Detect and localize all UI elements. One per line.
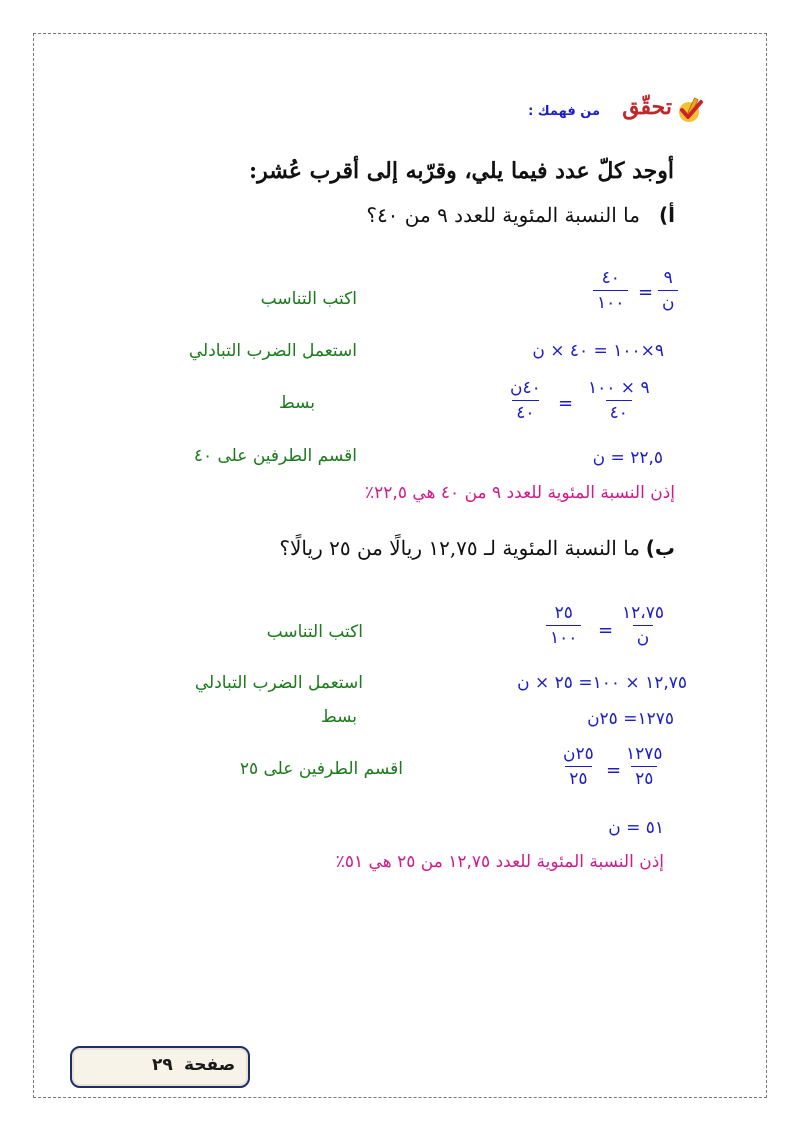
part-b-step4-right-fraction: [559, 744, 598, 789]
part-b-step3-expr: ١٢٧٥= ٢٥ن: [587, 709, 674, 729]
part-a-step3-left-fraction: [584, 378, 654, 423]
equals-sign: =: [638, 282, 654, 303]
part-a-step4-note: اقسم الطرفين على ٤٠: [193, 446, 357, 466]
part-a-step2-expr: ٩×١٠٠ = ٤٠ × ن: [532, 341, 664, 361]
denominator: ٢٥: [631, 766, 657, 789]
part-a-letter: أ): [659, 203, 675, 227]
part-a-step3-right-fraction: [506, 378, 545, 423]
numerator: ١٢٧٥: [626, 744, 663, 764]
part-b-conclusion: إذن النسبة المئوية للعدد ١٢,٧٥ من ٢٥ هي ٥١٪: [335, 852, 664, 872]
header-subtitle: من فهمك :: [528, 104, 600, 119]
denominator: ن: [633, 625, 653, 648]
part-a-step3-note: بسط: [278, 393, 315, 413]
part-a-step2-note: استعمل الضرب التبادلي: [188, 341, 357, 361]
instruction-text: أوجد كلّ عدد فيما يلي، وقرّبه إلى أقرب عُشر:: [248, 158, 674, 184]
denominator: ١٠٠: [546, 625, 581, 648]
page-number: ٢٩: [152, 1055, 173, 1075]
part-b-step2-note: استعمل الضرب التبادلي: [194, 673, 363, 693]
page-frame: [33, 33, 767, 1098]
part-a-step1-left-fraction: [658, 268, 678, 313]
check-pencil-icon: [676, 96, 704, 124]
equals-sign: =: [558, 393, 574, 414]
part-a-step1-right-fraction: [593, 268, 628, 313]
numerator: ٤٠ن: [510, 378, 541, 398]
denominator: ١٠٠: [593, 290, 628, 313]
equals-sign: =: [606, 760, 622, 781]
numerator: ٢٥: [554, 603, 573, 623]
part-b-question: ما النسبة المئوية لـ ١٢,٧٥ ريالًا من ٢٥ ريالًا؟: [279, 536, 640, 560]
part-b-step4-note: اقسم الطرفين على ٢٥: [239, 759, 403, 779]
numerator: ٤٠: [601, 268, 620, 288]
part-a-step4-expr: ٢٢,٥ = ن: [592, 448, 663, 468]
page-word: صفحة: [184, 1055, 236, 1075]
numerator: ٢٥ن: [563, 744, 594, 764]
part-a-question: ما النسبة المئوية للعدد ٩ من ٤٠؟: [366, 203, 640, 227]
numerator: ٩ × ١٠٠: [588, 378, 650, 398]
page-number-badge: [70, 1046, 250, 1088]
denominator: ٤٠: [512, 400, 538, 423]
equals-sign: =: [598, 620, 614, 641]
part-b-step2-expr: ١٢,٧٥ × ١٠٠= ٢٥ × ن: [517, 673, 687, 693]
numerator: ١٢،٧٥: [622, 603, 665, 623]
numerator: ٩: [663, 268, 673, 288]
header-title: تحقّق: [622, 94, 672, 120]
part-b-step1-left-fraction: [618, 603, 668, 648]
part-b-step5-expr: ٥١ = ن: [608, 818, 664, 838]
part-a-step1-note: اكتب التناسب: [260, 289, 357, 309]
part-a-conclusion: إذن النسبة المئوية للعدد ٩ من ٤٠ هي ٢٢,٥٪: [365, 483, 675, 503]
part-b-letter: ب): [645, 536, 675, 560]
part-b-step4-left-fraction: [622, 744, 667, 789]
denominator: ن: [658, 290, 678, 313]
denominator: ٤٠: [606, 400, 632, 423]
part-b-step1-right-fraction: [546, 603, 581, 648]
part-b-step3-note: بسط: [320, 707, 357, 727]
denominator: ٢٥: [565, 766, 591, 789]
part-b-step1-note: اكتب التناسب: [266, 622, 363, 642]
